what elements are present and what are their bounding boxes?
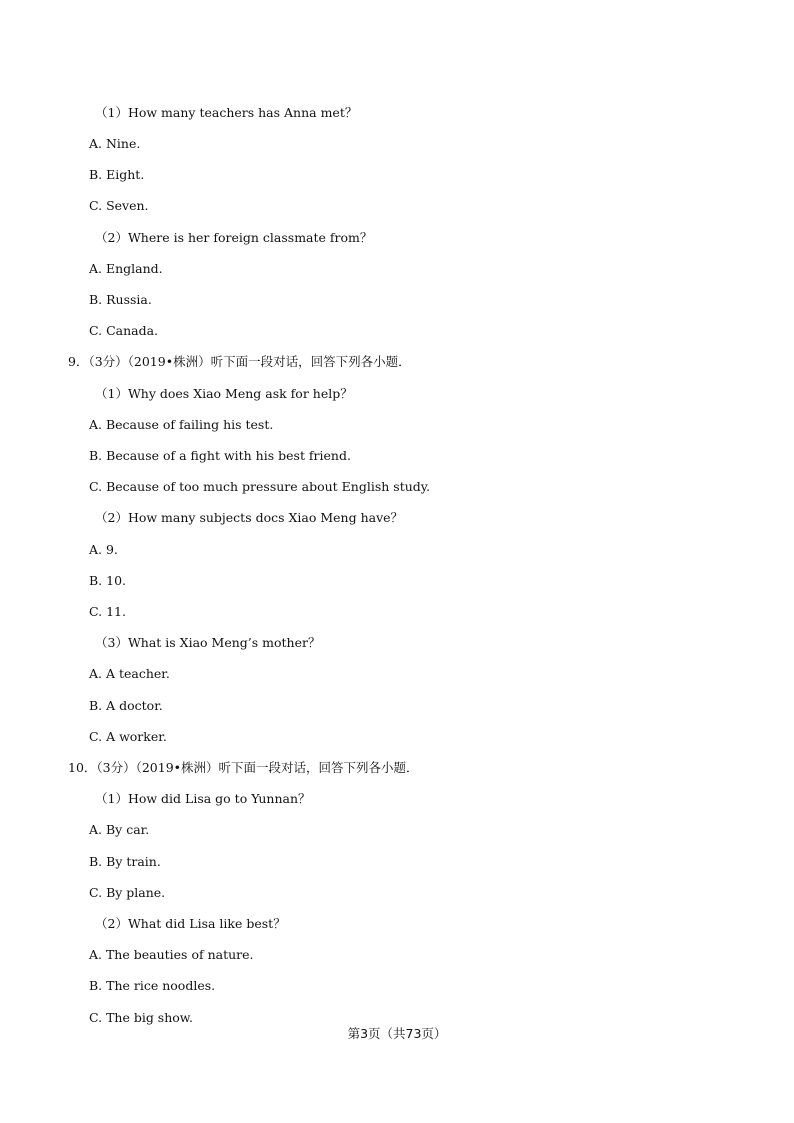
- option-b: B. Because of a fight with his best friend.: [89, 448, 351, 463]
- question-9-sub-2-prompt: （2）How many subjects docs Xiao Meng have？: [95, 510, 404, 525]
- question-8-sub-2-prompt: （2）Where is her foreign classmate from？: [95, 230, 373, 245]
- question-9-sub-1-prompt: （1）Why does Xiao Meng ask for help？: [95, 386, 353, 401]
- question-9-sub-3-prompt: （3）What is Xiao Meng’s mother？: [95, 635, 321, 650]
- option-a: A. Because of failing his test.: [89, 417, 274, 432]
- option-c: C. By plane.: [89, 885, 166, 900]
- option-c: C. Seven.: [89, 198, 149, 213]
- option-a: A. England.: [89, 261, 163, 276]
- option-b: B. The rice noodles.: [89, 978, 216, 993]
- option-b: B. By train.: [89, 854, 161, 869]
- question-10-heading: 10．（3分）（2019•株洲）听下面一段对话，回答下列各小题．: [68, 760, 419, 775]
- question-10-sub-2-prompt: （2）What did Lisa like best？: [95, 916, 286, 931]
- question-9-heading: 9．（3分）（2019•株洲）听下面一段对话，回答下列各小题．: [68, 354, 411, 369]
- option-a: A. The beauties of nature.: [89, 947, 254, 962]
- option-c: C. A worker.: [89, 729, 167, 744]
- option-c: C. Because of too much pressure about English study.: [89, 479, 431, 494]
- option-b: B. Russia.: [89, 292, 152, 307]
- option-c: C. Canada.: [89, 323, 159, 338]
- option-a: A. A teacher.: [89, 666, 170, 681]
- option-a: A. Nine.: [89, 136, 141, 151]
- option-a: A. 9.: [89, 542, 118, 557]
- option-b: B. A doctor.: [89, 698, 163, 713]
- option-c: C. 11.: [89, 604, 126, 619]
- question-8-sub-1-prompt: （1）How many teachers has Anna met？: [95, 105, 358, 120]
- option-c: C. The big show.: [89, 1010, 193, 1025]
- option-b: B. 10.: [89, 573, 127, 588]
- option-b: B. Eight.: [89, 167, 145, 182]
- page-number-footer: 第3页（共73页）: [347, 1026, 447, 1041]
- option-a: A. By car.: [89, 822, 150, 837]
- question-10-sub-1-prompt: （1）How did Lisa go to Yunnan？: [95, 791, 311, 806]
